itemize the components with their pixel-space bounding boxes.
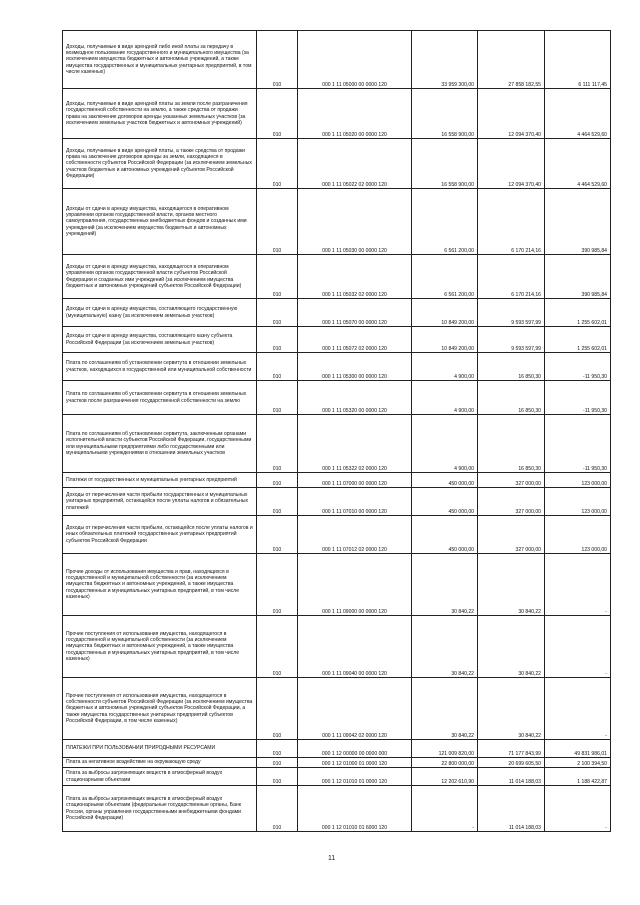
revenue-name-cell: Доходы, получаемые в виде арендной либо иной платы за передачу в возмездное пользование государственного и муниципального имущества (за исключением имущества бюджетных и автономных учреждений, а также имущества государственных и муниципальных унитарных предприятий, в том числе казенных)	[63, 31, 257, 89]
revenue-name-cell: Плата за выбросы загрязняющих веществ в атмосферный воздух стационарными объектами	[63, 768, 257, 786]
approved-plan-cell: 4 900,00	[412, 353, 478, 381]
executed-amount-cell: 12 094 370,40	[478, 139, 545, 189]
revenue-name-cell: ПЛАТЕЖИ ПРИ ПОЛЬЗОВАНИИ ПРИРОДНЫМИ РЕСУРСАМИ	[63, 740, 257, 758]
approved-plan-cell: 30 840,22	[412, 616, 478, 678]
unexecuted-amount-cell: 1 188 422,87	[545, 768, 611, 786]
unexecuted-amount-cell: -	[545, 554, 611, 616]
executed-amount-cell: 30 840,22	[478, 616, 545, 678]
approved-plan-cell: 121 009 820,00	[412, 740, 478, 758]
budget-code-cell: 000 1 11 07010 00 0000 120	[298, 488, 412, 516]
table-row	[63, 139, 611, 189]
revenue-name-cell: Плата по соглашениям об установлении сервитута, заключенным органами исполнительной власти субъектов Российской Федерации, государственными или муниципальными предприятиями либо государственными или муниципальными учреждениями в отношении земельных участков	[63, 415, 257, 473]
unexecuted-amount-cell: 49 831 986,01	[545, 740, 611, 758]
line-code-cell: 010	[257, 616, 298, 678]
approved-plan-cell: 10 849 200,00	[412, 327, 478, 353]
executed-amount-cell: 327 000,00	[478, 516, 545, 554]
table-row	[63, 415, 611, 473]
unexecuted-amount-cell: 123 000,00	[545, 473, 611, 488]
revenue-name-cell: Плата за выбросы загрязняющих веществ в атмосферный воздух стационарными объектами (федеральные государственные органы, Банк России, органы управления государственными внебюджетными фондами Российской Федерации)	[63, 786, 257, 832]
budget-code-cell: 000 1 11 05322 02 0000 120	[298, 415, 412, 473]
budget-code-cell: 000 1 11 05022 02 0000 120	[298, 139, 412, 189]
line-code-cell: 010	[257, 516, 298, 554]
unexecuted-amount-cell: -11 950,30	[545, 353, 611, 381]
revenue-name-cell: Доходы от перечисления части прибыли государственных и муниципальных унитарных предприятий, остающейся после уплаты налогов и обязательных платежей	[63, 488, 257, 516]
line-code-cell: 010	[257, 554, 298, 616]
table-row	[63, 381, 611, 415]
approved-plan-cell: 16 558 900,00	[412, 89, 478, 139]
revenue-name-cell: Плата по соглашениям об установлении сервитута в отношении земельных участков после разграничения государственной собственности на землю	[63, 381, 257, 415]
executed-amount-cell: 12 094 370,40	[478, 89, 545, 139]
line-code-cell: 010	[257, 758, 298, 768]
approved-plan-cell: 16 558 900,00	[412, 139, 478, 189]
budget-code-cell: 000 1 11 07000 00 0000 120	[298, 473, 412, 488]
executed-amount-cell: 6 170 214,16	[478, 255, 545, 299]
unexecuted-amount-cell: -	[545, 786, 611, 832]
unexecuted-amount-cell: 1 255 602,01	[545, 327, 611, 353]
executed-amount-cell: 9 593 597,99	[478, 299, 545, 327]
line-code-cell: 010	[257, 31, 298, 89]
line-code-cell: 010	[257, 768, 298, 786]
line-code-cell: 010	[257, 353, 298, 381]
revenue-name-cell: Доходы от сдачи в аренду имущества, составляющего государственную (муниципальную) казну (за исключением земельных участков)	[63, 299, 257, 327]
executed-amount-cell: 327 000,00	[478, 488, 545, 516]
approved-plan-cell: 33 959 300,00	[412, 31, 478, 89]
line-code-cell: 010	[257, 381, 298, 415]
budget-code-cell: 000 1 11 05000 00 0000 120	[298, 31, 412, 89]
line-code-cell: 010	[257, 299, 298, 327]
revenue-name-cell: Прочие доходы от использования имущества и прав, находящихся в государственной и муниципальной собственности (за исключением имущества бюджетных и автономных учреждений, а также имущества государственных и муниципальных унитарных предприятий, в том числе казенных)	[63, 554, 257, 616]
budget-code-cell: 000 1 11 05020 00 0000 120	[298, 89, 412, 139]
table-row	[63, 488, 611, 516]
unexecuted-amount-cell: -	[545, 616, 611, 678]
revenue-name-cell: Доходы, получаемые в виде арендной платы за земли после разграничения государственной собственности на землю, а также средства от продажи права на заключение договоров аренды указанных земельных участков (за исключением земельных участков бюджетных и автономных учреждений)	[63, 89, 257, 139]
unexecuted-amount-cell: 2 100 394,50	[545, 758, 611, 768]
table-row	[63, 353, 611, 381]
unexecuted-amount-cell: 123 000,00	[545, 516, 611, 554]
table-row	[63, 516, 611, 554]
budget-revenue-table	[62, 30, 611, 832]
executed-amount-cell: 6 170 214,16	[478, 189, 545, 255]
budget-code-cell: 000 1 11 05032 02 0000 120	[298, 255, 412, 299]
line-code-cell: 010	[257, 786, 298, 832]
revenue-name-cell: Доходы, получаемые в виде арендной платы, а также средства от продажи права на заключение договоров аренды за земли, находящиеся в собственности субъектов Российской Федерации (за исключением земельных участков бюджетных и автономных учреждений субъектов Российской Федерации)	[63, 139, 257, 189]
budget-code-cell: 000 1 11 05320 00 0000 120	[298, 381, 412, 415]
revenue-name-cell: Плата по соглашениям об установлении сервитута в отношении земельных участков, находящихся в государственной или муниципальной собственности	[63, 353, 257, 381]
table-row	[63, 255, 611, 299]
executed-amount-cell: 9 593 597,99	[478, 327, 545, 353]
budget-code-cell: 000 1 11 05072 02 0000 120	[298, 327, 412, 353]
unexecuted-amount-cell: 390 985,84	[545, 255, 611, 299]
approved-plan-cell: -	[412, 786, 478, 832]
table-row	[63, 786, 611, 832]
budget-code-cell: 000 1 11 09040 00 0000 120	[298, 616, 412, 678]
unexecuted-amount-cell: 6 111 117,45	[545, 31, 611, 89]
approved-plan-cell: 450 000,00	[412, 473, 478, 488]
executed-amount-cell: 27 858 182,55	[478, 31, 545, 89]
revenue-name-cell: Доходы от сдачи в аренду имущества, находящегося в оперативном управлении органов государственной власти, органов местного самоуправления, государственных внебюджетных фондов и созданных ими учреждений (за исключением имущества бюджетных и автономных учреждений)	[63, 189, 257, 255]
revenue-name-cell: Прочие поступления от использования имущества, находящегося в государственной и муниципальной собственности (за исключением имущества бюджетных и автономных учреждений, а также имущества государственных и муниципальных унитарных предприятий, в том числе казенных)	[63, 616, 257, 678]
executed-amount-cell: 16 850,30	[478, 381, 545, 415]
table-row	[63, 678, 611, 740]
unexecuted-amount-cell: 1 255 602,01	[545, 299, 611, 327]
budget-code-cell: 000 1 11 07012 02 0000 120	[298, 516, 412, 554]
table-row	[63, 189, 611, 255]
unexecuted-amount-cell: 390 985,84	[545, 189, 611, 255]
approved-plan-cell: 6 561 200,00	[412, 255, 478, 299]
line-code-cell: 010	[257, 415, 298, 473]
approved-plan-cell: 30 840,22	[412, 554, 478, 616]
executed-amount-cell: 327 000,00	[478, 473, 545, 488]
page-number: 11	[328, 855, 336, 862]
revenue-name-cell: Платежи от государственных и муниципальных унитарных предприятий	[63, 473, 257, 488]
budget-code-cell: 000 1 12 01010 01 6000 120	[298, 786, 412, 832]
table-row	[63, 299, 611, 327]
line-code-cell: 010	[257, 740, 298, 758]
approved-plan-cell: 10 849 200,00	[412, 299, 478, 327]
executed-amount-cell: 16 850,30	[478, 353, 545, 381]
revenue-name-cell: Прочие поступления от использования имущества, находящегося в собственности субъектов Российской Федерации (за исключением имущества бюджетных и автономных учреждений субъектов Российской Федерации, а также имущества государственных унитарных предприятий субъектов Российской Федерации, в том числе казенных)	[63, 678, 257, 740]
budget-code-cell: 000 1 12 01010 01 0000 120	[298, 768, 412, 786]
line-code-cell: 010	[257, 139, 298, 189]
unexecuted-amount-cell: -	[545, 678, 611, 740]
table-row	[63, 758, 611, 768]
line-code-cell: 010	[257, 473, 298, 488]
executed-amount-cell: 30 840,22	[478, 554, 545, 616]
line-code-cell: 010	[257, 678, 298, 740]
budget-code-cell: 000 1 11 05030 00 0000 120	[298, 189, 412, 255]
budget-code-cell: 000 1 12 00000 00 0000 000	[298, 740, 412, 758]
executed-amount-cell: 20 699 605,50	[478, 758, 545, 768]
table-row	[63, 31, 611, 89]
revenue-name-cell: Доходы от сдачи в аренду имущества, составляющего казну субъекта Российской Федерации (за исключением земельных участков)	[63, 327, 257, 353]
line-code-cell: 010	[257, 255, 298, 299]
approved-plan-cell: 22 800 000,00	[412, 758, 478, 768]
executed-amount-cell: 11 014 188,03	[478, 768, 545, 786]
executed-amount-cell: 11 014 188,03	[478, 786, 545, 832]
unexecuted-amount-cell: -11 950,30	[545, 381, 611, 415]
executed-amount-cell: 16 850,30	[478, 415, 545, 473]
approved-plan-cell: 30 840,22	[412, 678, 478, 740]
executed-amount-cell: 30 840,22	[478, 678, 545, 740]
table-row	[63, 554, 611, 616]
line-code-cell: 010	[257, 89, 298, 139]
table-row	[63, 616, 611, 678]
revenue-name-cell: Доходы от перечисления части прибыли, остающейся после уплаты налогов и иных обязательных платежей государственных унитарных предприятий субъектов Российской Федерации	[63, 516, 257, 554]
approved-plan-cell: 450 000,00	[412, 488, 478, 516]
executed-amount-cell: 71 177 843,99	[478, 740, 545, 758]
unexecuted-amount-cell: 4 464 529,60	[545, 89, 611, 139]
budget-code-cell: 000 1 12 01000 01 0000 120	[298, 758, 412, 768]
table-row	[63, 768, 611, 786]
unexecuted-amount-cell: 4 464 529,60	[545, 139, 611, 189]
table-row	[63, 89, 611, 139]
approved-plan-cell: 4 900,00	[412, 415, 478, 473]
unexecuted-amount-cell: 123 000,00	[545, 488, 611, 516]
table-row	[63, 327, 611, 353]
approved-plan-cell: 6 561 200,00	[412, 189, 478, 255]
revenue-name-cell: Доходы от сдачи в аренду имущества, находящегося в оперативном управлении органов государственной власти субъектов Российской Федерации и созданных ими учреждений (за исключением имущества бюджетных и автономных учреждений субъектов Российской Федерации)	[63, 255, 257, 299]
approved-plan-cell: 12 202 610,90	[412, 768, 478, 786]
budget-code-cell: 000 1 11 05300 00 0000 120	[298, 353, 412, 381]
approved-plan-cell: 4 900,00	[412, 381, 478, 415]
line-code-cell: 010	[257, 189, 298, 255]
approved-plan-cell: 450 000,00	[412, 516, 478, 554]
table-row	[63, 740, 611, 758]
budget-code-cell: 000 1 11 05070 00 0000 120	[298, 299, 412, 327]
line-code-cell: 010	[257, 488, 298, 516]
unexecuted-amount-cell: -11 950,30	[545, 415, 611, 473]
budget-code-cell: 000 1 11 09000 00 0000 120	[298, 554, 412, 616]
revenue-name-cell: Плата за негативное воздействие на окружающую среду	[63, 758, 257, 768]
line-code-cell: 010	[257, 327, 298, 353]
table-row	[63, 473, 611, 488]
budget-code-cell: 000 1 11 09042 02 0000 120	[298, 678, 412, 740]
